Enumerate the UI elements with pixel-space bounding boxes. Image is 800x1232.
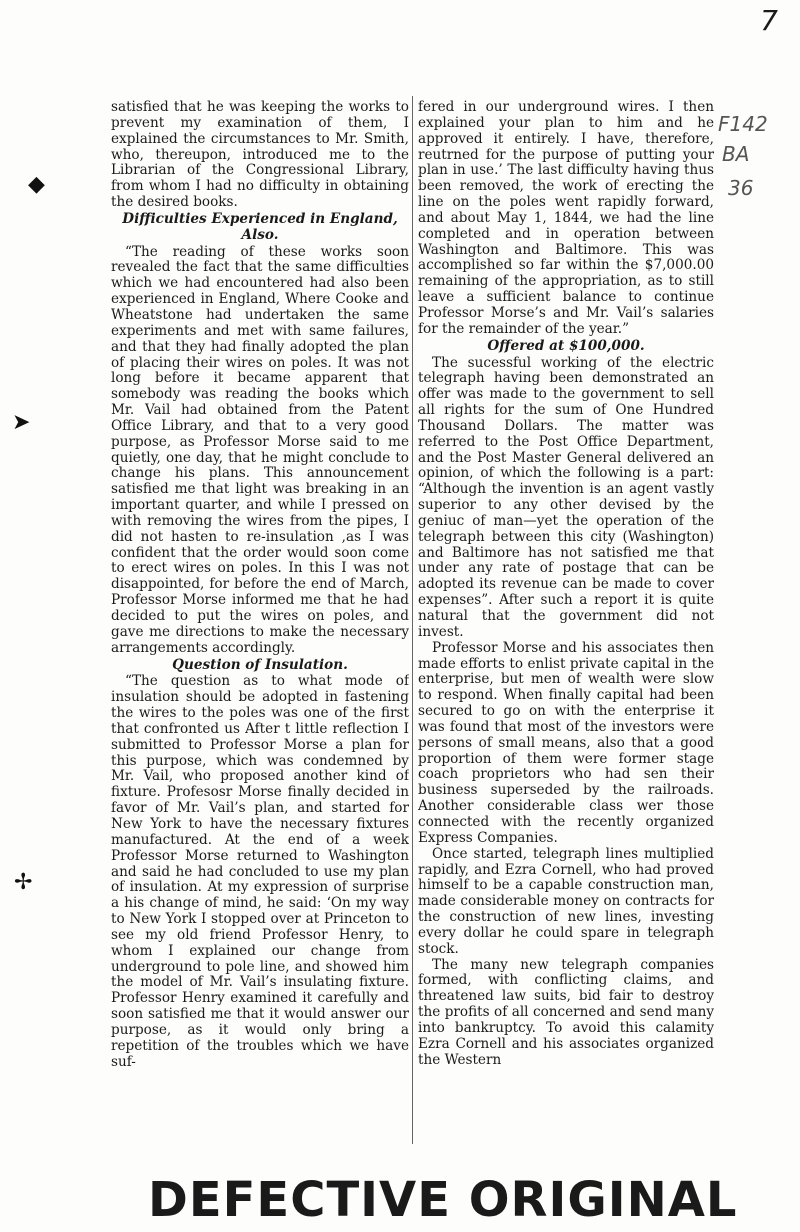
binder-hole-mark-icon: ◆ [28,172,45,197]
paragraph: “The question as to what mode of insulation should be adopted in fastening the wires to the poles was one of the first that confronted us After t little reflection I submitted to Professor Morse a plan for this purpose, which was condemned by Mr. Vail, who proposed another kind of fixture. Profesosr Morse finally decided in favor of Mr. Vail’s plan, and started for New York to have the necessary fixtures manufactured. At the end of a week Professor Morse returned to Washington and said he had concluded to use my plan of insulation. At my expression of surprise a his change of mind, he said: ‘On my way to New York I stopped over at Princeton to see my old friend Professor Henry, to whom I explained our change from underground to pole line, and showed him the model of Mr. Vail’s insulating fixture. Professor Henry examined it carefully and soon satisfied me that it would answer our purpose, as it would only bring a repetition of the troubles which we have suf- [111,673,409,1070]
binder-hole-mark-icon: ✢ [14,870,33,895]
margin-note: BA [722,142,750,166]
paragraph: Once started, telegraph lines multiplied rapidly, and Ezra Cornell, who had proved himself to be a capable construction man, made considerable money on contracts for the construction of new lines, investing every dollar he could spare in telegraph stock. [418,845,714,957]
paragraph: satisfied that he was keeping the works to prevent my examination of them, I explained the circumstances to Mr. Smith, who, thereupon, introduced me to the Librarian of the Congressional Library, from whom I had no difficulty in obtaining the desired books. [111,100,409,211]
defective-original-stamp: DEFECTIVE ORIGINAL [148,1172,738,1228]
margin-note: 36 [728,176,754,200]
paragraph: The sucessful working of the electric telegraph having been demonstrated an offer was made to the government to sell all rights for the sum of One Hundred Thousand Dollars. The matter was referred to the Post Office Department, and the Post Master General delivered an opinion, of which the following is a part: “Although the invention is an agent vastly superior to any other devised by the geniuc of man—yet the operation of the telegraph between this city (Washington) and Baltimore has not satisfied me that under any rate of postage that can be adopted its revenue can be made to cover expenses”. After such a report it is quite natural that the government did not invest. [418,354,714,640]
right-column [418,100,714,1140]
section-heading: Question of Insulation. [172,656,348,673]
left-column [111,100,409,1140]
paragraph: The many new telegraph companies formed, with conflicting claims, and threatened law suits, bid fair to destroy the profits of all concerned and send many into bankruptcy. To avoid this calamity Ezra Cornell and his associates organized the Western [418,956,714,1068]
paragraph: Professor Morse and his associates then made efforts to enlist private capital in the enterprise, but men of wealth were slow to respond. When finally capital had been secured to go on with the enterprise it was found that most of the investors were persons of small means, also that a good proportion of them were former stage coach proprietors who had sen their business superseded by the railroads. Another considerable class wer those connected with the recently organized Express Companies. [418,639,714,846]
column-divider [412,96,413,1144]
section-heading: Difficulties Experienced in England, Also. [122,210,398,243]
margin-note: F142 [718,112,768,136]
page-number: 7 [760,4,778,37]
section-heading: Offered at $100,000. [487,337,645,354]
binder-hole-mark-icon: ➤ [12,410,31,435]
paragraph: “The reading of these works soon revealed the fact that the same difficulties which we had encountered had also been experienced in England, Where Cooke and Wheatstone had undertaken the same experiments and met with same failures, and that they had finally adopted the plan of placing their wires on poles. It was not long before it became apparent that somebody was reading the books which Mr. Vail had obtained from the Patent Office Library, and that to a very good purpose, as Professor Morse said to me quietly, one day, that he might conclude to change his plans. This announcement satisfied me that light was breaking in an important quarter, and while I pressed on with removing the wires from the pipes, I did not hasten to re-insulation ,as I was confident that the order would soon come to erect wires on poles. In this I was not disappointed, for before the end of March, Professor Morse informed me that he had decided to put the wires on poles, and gave me directions to make the necessary arrangements accordingly. [111,243,409,656]
paragraph: fered in our underground wires. I then explained your plan to him and he approved it entirely. I have, therefore, reutrned for the purpose of putting your plan in use.’ The last difficulty having thus been removed, the work of erecting the line on the poles went rapidly forward, and about May 1, 1844, we had the line completed and in operation between Washington and Baltimore. This was accomplished so far within the $7,000.00 remaining of the appropriation, as to still leave a sufficient balance to continue Professor Morse’s and Mr. Vail’s salaries for the remainder of the year.” [418,100,714,337]
